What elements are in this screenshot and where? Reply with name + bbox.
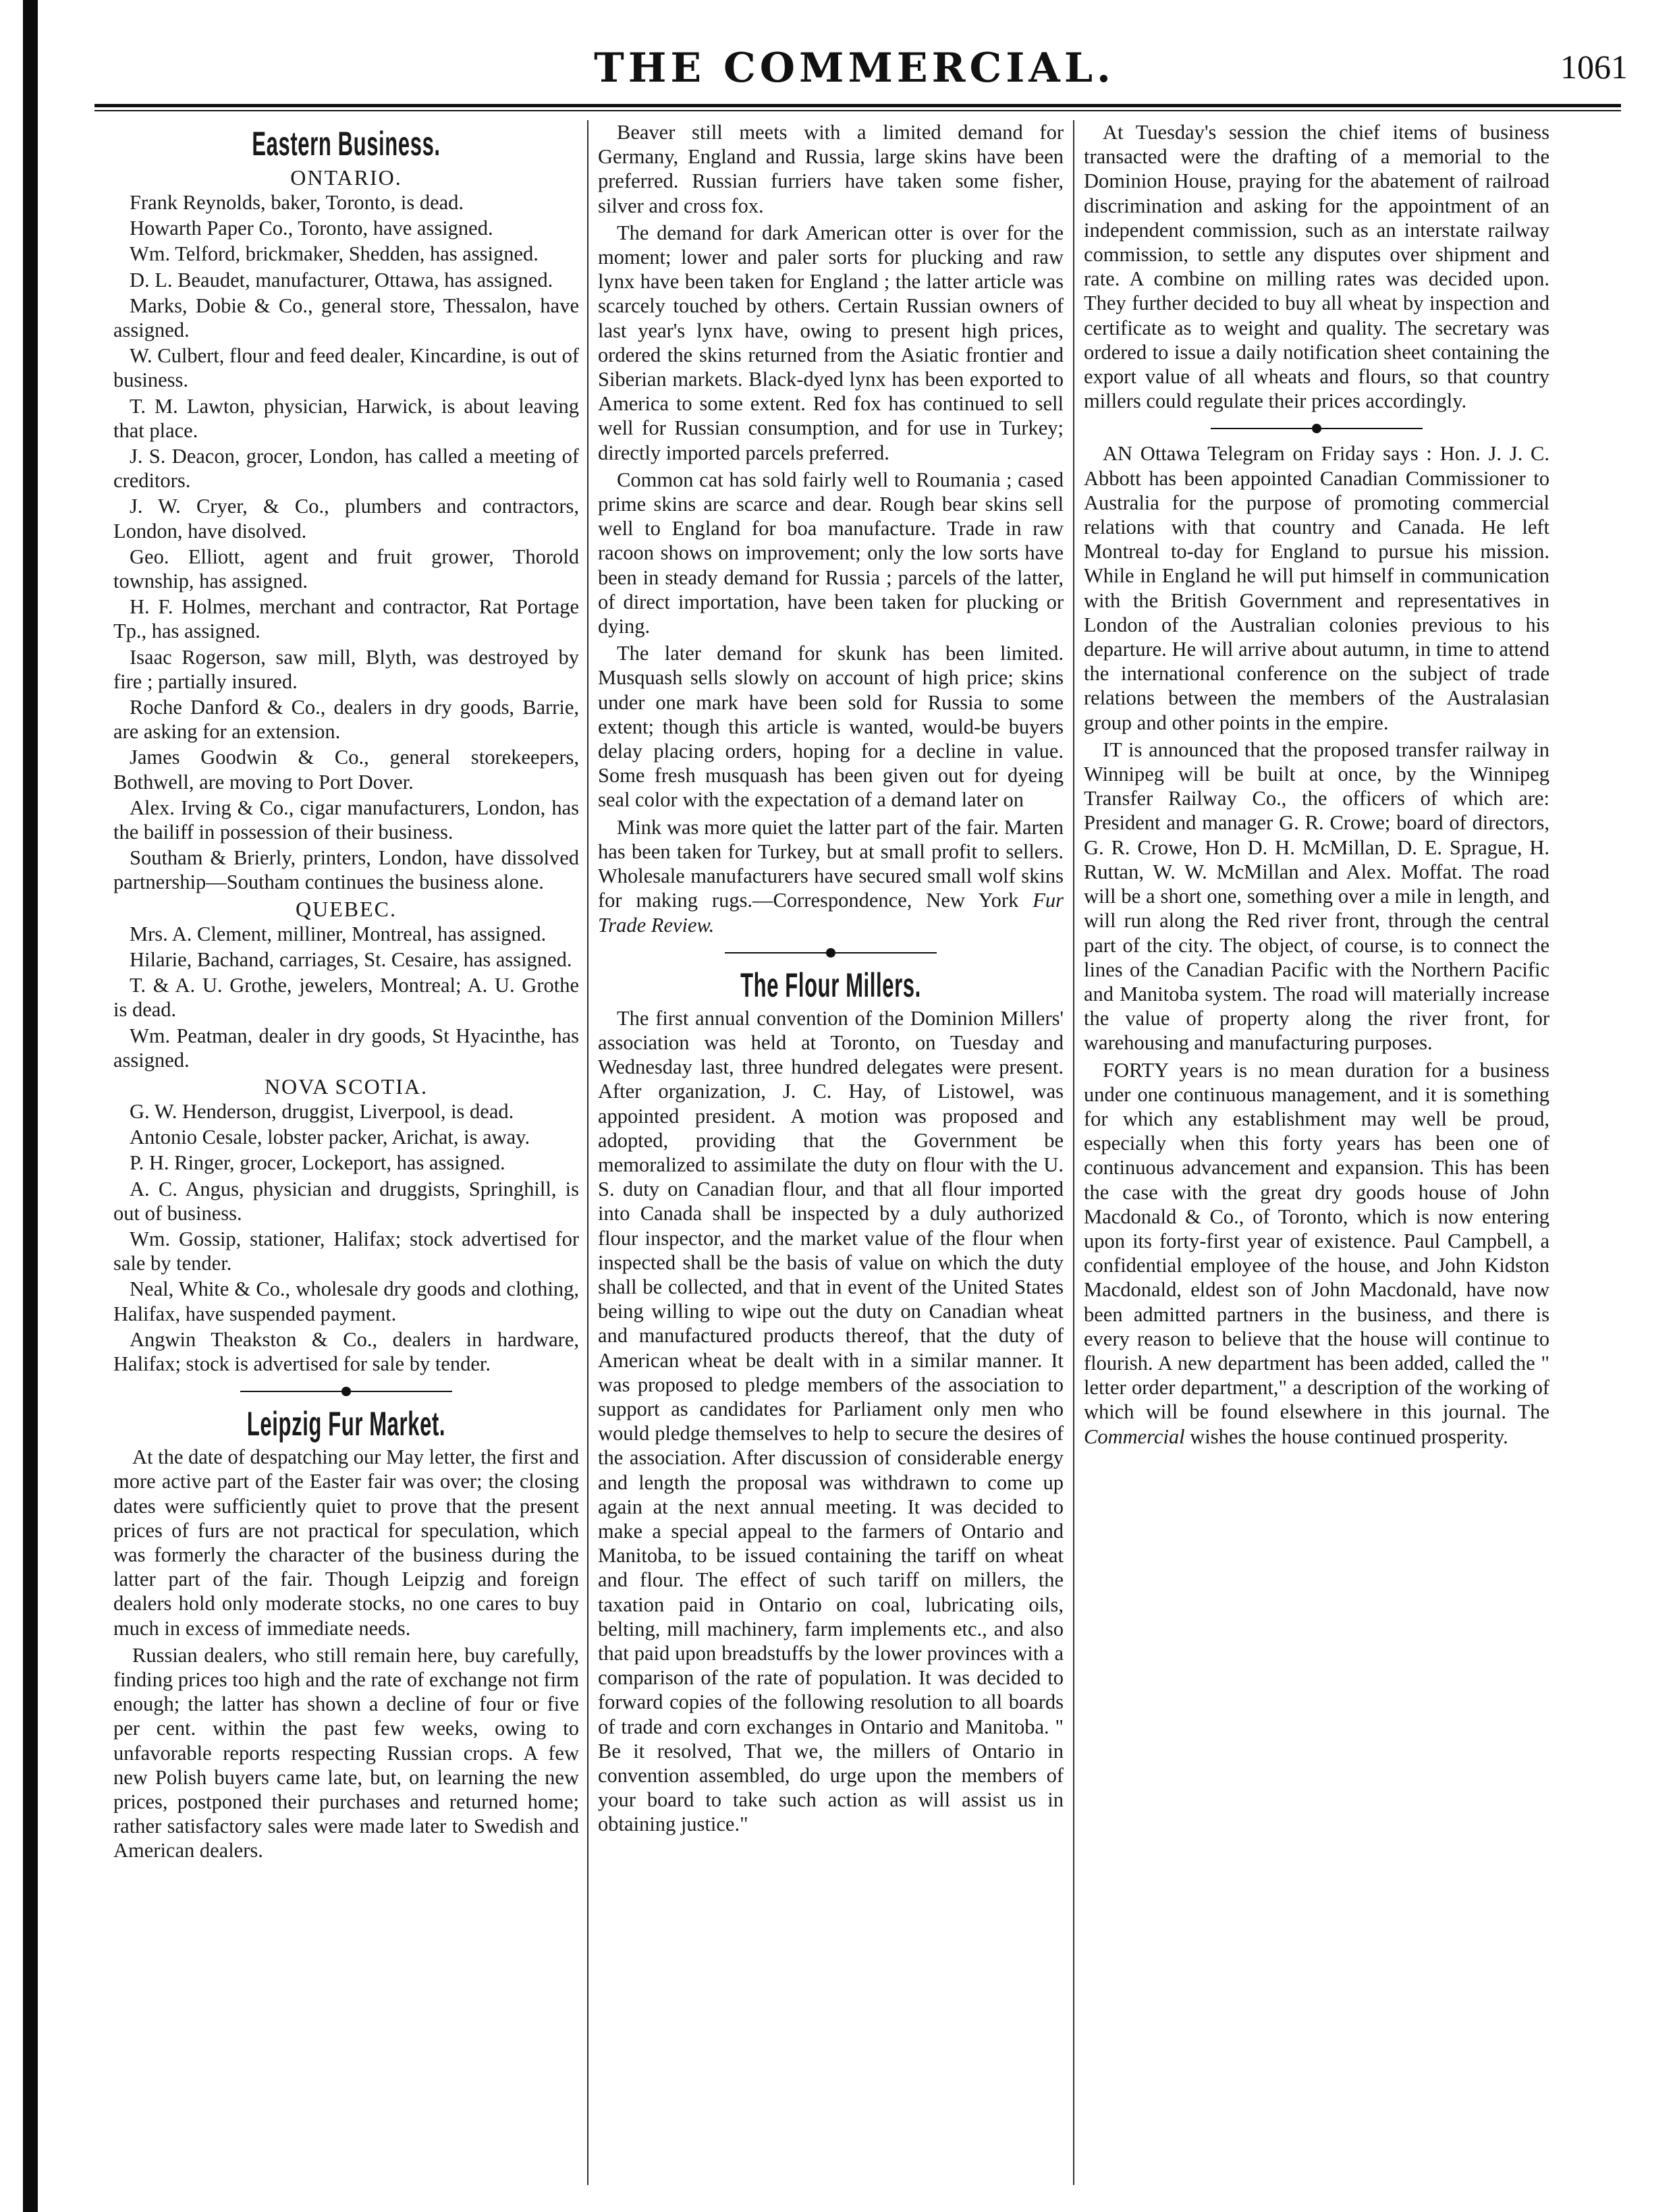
abbott-note: AN Ottawa Telegram on Friday says : Hon. J. J. C. Abbott has been appointed Canadian Commissioner to Australia for the purpose of promoting commercial relations with that country and Canada. He left Montreal to-day for England to pursue his mission. While in England he will put himself in communication with the British Government and representatives in London of the Australian colonies previous to his departure. He will arrive about autumn, in time to attend the international conference on the subject of trade relations between the members of the Australasian group and other points in the empire. (1084, 442, 1549, 734)
business-notice: W. Culbert, flour and feed dealer, Kincardine, is out of business. (113, 344, 579, 392)
leipzig-para: The later demand for skunk has been limited. Musquash sells slowly on account of high price; skins under one mark have been sold for Russia to some extent; though this article is wanted, would-be buyers delay placing orders, hoping for a decline in value. Some fresh musquash has been given out for dyeing seal color with the expectation of a demand later on (598, 642, 1064, 812)
millers-para: At Tuesday's session the chief items of business transacted were the drafting of a memorial to the Dominion House, praying for the abatement of railroad discrimination and asking for the appointment of an independent commission, such as an interstate railway commission, to settle any disputes over shipment and rate. A combine on milling rates was decided upon. They further decided to buy all wheat by inspection and certificate as to weight and quality. The secretary was ordered to issue a daily notification sheet containing the export value of all wheats and flours, so that country millers could regulate their prices accordingly. (1084, 121, 1549, 413)
business-notice: Roche Danford & Co., dealers in dry goods, Barrie, are asking for an extension. (113, 696, 579, 744)
business-notice: Southam & Brierly, printers, London, have dissolved partnership—Southam continues the business alone. (113, 846, 579, 894)
header-rule-thin (94, 110, 1621, 111)
business-notice: Antonio Cesale, lobster packer, Arichat, is away. (130, 1126, 530, 1149)
leipzig-final-text: Mink was more quiet the latter part of the fair. Marten has been taken for Turkey, but at small profit to sellers. Wholesale manufacturers have secured small wolf skins for making rugs.—Correspondence, New York (598, 815, 1064, 912)
column-divider (1073, 120, 1074, 2185)
macdonald-note (1084, 1058, 1549, 1449)
millers-para: The first annual convention of the Dominion Millers' association was held at Toronto, on Tuesday and Wednesday last, three hundred delegates were present. After organization, J. C. Hay, of Listowel, was appointed president. A motion was proposed and adopted, providing that the Government be memoralized to assimilate the duty on flour with the U. S. duty on Canadian flour, and that all flour imported into Canada shall be inspected by a duly authorized flour inspector, and the market value of the flour when inspected shall be the basis of value on which the duty shall be collected, and that in event of the United States being willing to wipe out the duty on Canadian wheat and manufactured products thereof, that the duty of American wheat be dealt with in a similar manner. It was proposed to pledge members of the association to support as candidates for Parliament only men who would pledge themselves to help to secure the desires of the association. After discussion of considerable energy and length the proposal was withdrawn to come up again at the next annual meeting. It was decided to make a special appeal to the farmers of Ontario and Manitoba, to be issued containing the tariff on wheat and flour. The effect of such tariff on millers, the taxation paid in Ontario on coal, lubricating oils, belting, mill machinery, farm implements etc., and also that paid upon breadstuffs by the lower provinces with a comparison of the rate of population. It was decided to forward copies of the following resolution to all boards of trade and corn exchanges in Ontario and Manitoba. " Be it resolved, That we, the millers of Ontario in convention assembled, do urge upon the members of your board to take such action as will assist us in obtaining justice." (598, 1006, 1064, 1836)
leipzig-heading: Leipzig Fur Market. (246, 1405, 446, 1443)
business-notice: J. W. Cryer, & Co., plumbers and contractors, London, have disolved. (113, 495, 579, 543)
header-rule (94, 104, 1621, 107)
section-separator (598, 941, 1064, 962)
quebec-subheading: QUEBEC. (296, 896, 397, 921)
column-3 (1084, 120, 1549, 2205)
business-notice: T. M. Lawton, physician, Harwick, is about leaving that place. (113, 394, 579, 442)
business-notice: D. L. Beaudet, manufacturer, Ottawa, has assigned. (130, 268, 553, 292)
business-notice: A. C. Angus, physician and druggists, Springhill, is out of business. (113, 1177, 579, 1225)
transfer-railway-note: IT is announced that the proposed transfer railway in Winnipeg will be built at once, by the Winnipeg Transfer Railway Co., the officers of which are: President and manager G. R. Crowe; board of directors, G. R. Crowe, Hon D. H. McMillan, D. E. Sprague, H. Ruttan, W. W. McMillan and Alex. Moffat. The road will be a short one, something over a mile in length, and will run along the Red river front, through the central part of the city. The object, of course, is to connect the lines of the Canadian Pacific with the Northern Pacific and Manitoba system. The road will materially increase the value of property along the river front, for warehousing and manufacturing purposes. (1084, 738, 1549, 1055)
leipzig-para: Russian dealers, who still remain here, buy carefully, finding prices too high and the rate of exchange not firm enough; the latter has shown a decline of four or five per cent. within the past few weeks, owing to unfavorable reports respecting Russian crops. A few new Polish buyers came late, but, on learning the new prices, postponed their purchases and returned home; rather satisfactory sales were made later to Swedish and American dealers. (113, 1643, 579, 1862)
business-notice: James Goodwin & Co., general storekeepers, Bothwell, are moving to Port Dover. (113, 746, 579, 794)
business-notice: H. F. Holmes, merchant and contractor, Rat Portage Tp., has assigned. (113, 595, 579, 643)
binding-edge (23, 0, 38, 2212)
commercial-italic: Commercial (1084, 1425, 1185, 1448)
macdonald-text: FORTY years is no mean duration for a business under one continuous management, and it is something for which any establishment may well be proud, especially when this forty years has been one of continuous advancement and expansion. This has been the case with the great dry goods house of John Macdonald & Co., of Toronto, which is now entering upon its forty-first year of existence. Paul Campbell, a confidential employee of the house, and John Kidston Macdonald, eldest son of John Macdonald, have now been admitted partners in the business, and there is every reason to believe that the house will continue to flourish. A new department has been added, called the " letter order department," a description of the working of which will be found elsewhere in this journal. The (1084, 1058, 1549, 1424)
column-divider (587, 120, 588, 2185)
business-notice: J. S. Deacon, grocer, London, has called a meeting of creditors. (113, 445, 579, 493)
business-notice: Marks, Dobie & Co., general store, Thessalon, have assigned. (113, 294, 579, 342)
eastern-business-heading: Eastern Business. (252, 125, 441, 163)
macdonald-text-end: wishes the house continued prosperity. (1190, 1425, 1508, 1448)
business-notice: Neal, White & Co., wholesale dry goods and clothing, Halifax, have suspended payment. (113, 1277, 579, 1325)
leipzig-para: Beaver still meets with a limited demand for Germany, England and Russia, large skins have been preferred. Russian furriers have taken some fisher, silver and cross fox. (598, 121, 1064, 217)
masthead (81, 39, 1628, 113)
business-notice: Frank Reynolds, baker, Toronto, is dead. (130, 191, 464, 214)
leipzig-para: Common cat has sold fairly well to Roumania ; cased prime skins are scarce and dear. Rough bear skins sell well to England for boa manufacture. Trade in raw racoon shows on improvement; only the low sorts have been in steady demand for Russia ; parcels of the latter, of direct importation, have been taken for plucking or dying. (598, 468, 1064, 638)
section-separator (1084, 417, 1549, 437)
ontario-list (113, 190, 579, 895)
leipzig-para: The demand for dark American otter is over for the moment; lower and paler sorts for plucking and raw lynx have been taken for England ; the latter article was scarcely touched by others. Certain Russian owners of last year's lynx have, owing to present high prices, ordered the skins returned from the Asiatic frontier and Siberian markets. Black-dyed lynx has been exported to America to some extent. Red fox has continued to sell well for Russian consumption, and for use in Turkey; directly imported parcels preferred. (598, 221, 1064, 464)
leipzig-para-last (598, 815, 1064, 937)
leipzig-source: Fur Trade Review. (598, 889, 1064, 937)
nova-scotia-subheading: NOVA SCOTIA. (264, 1074, 429, 1099)
page-number: 1061 (1560, 48, 1628, 86)
business-notice: Howarth Paper Co., Toronto, have assigned. (130, 217, 493, 240)
nova-scotia-list (113, 1099, 579, 1376)
business-notice: Wm. Telford, brickmaker, Shedden, has assigned. (130, 242, 539, 266)
section-separator (113, 1380, 579, 1400)
business-notice: T. & A. U. Grothe, jewelers, Montreal; A. U. Grothe is dead. (113, 974, 579, 1022)
business-notice: Wm. Peatman, dealer in dry goods, St Hyacinthe, has assigned. (113, 1024, 579, 1072)
business-notice: P. H. Ringer, grocer, Lockeport, has assigned. (130, 1151, 505, 1175)
leipzig-para: At the date of despatching our May letter, the first and more active part of the Easter fair was over; the closing dates were sufficiently quiet to prove that the present prices of furs are not practical for speculation, which was formerly the character of the business during the latter part of the fair. Though Leipzig and foreign dealers hold only moderate stocks, no one cares to buy much in excess of immediate needs. (113, 1445, 579, 1640)
column-1 (113, 120, 579, 2205)
flour-millers-heading: The Flour Millers. (740, 966, 921, 1004)
business-notice: Angwin Theakston & Co., dealers in hardware, Halifax; stock is advertised for sale by tender. (113, 1327, 579, 1375)
ontario-subheading: ONTARIO. (290, 165, 402, 190)
column-2 (598, 120, 1064, 2205)
business-notice: Geo. Elliott, agent and fruit grower, Thorold township, has assigned. (113, 545, 579, 593)
business-notice: Mrs. A. Clement, milliner, Montreal, has assigned. (130, 922, 547, 945)
business-notice: Isaac Rogerson, saw mill, Blyth, was destroyed by fire ; partially insured. (113, 645, 579, 693)
business-notice: Hilarie, Bachand, carriages, St. Cesaire, has assigned. (130, 947, 572, 971)
quebec-list (113, 922, 579, 1072)
business-notice: Wm. Gossip, stationer, Halifax; stock advertised for sale by tender. (113, 1227, 579, 1275)
publication-title: THE COMMERCIAL. (594, 45, 1115, 92)
business-notice: G. W. Henderson, druggist, Liverpool, is dead. (130, 1099, 514, 1123)
business-notice: Alex. Irving & Co., cigar manufacturers, London, has the bailiff in possession of their business. (113, 796, 579, 844)
